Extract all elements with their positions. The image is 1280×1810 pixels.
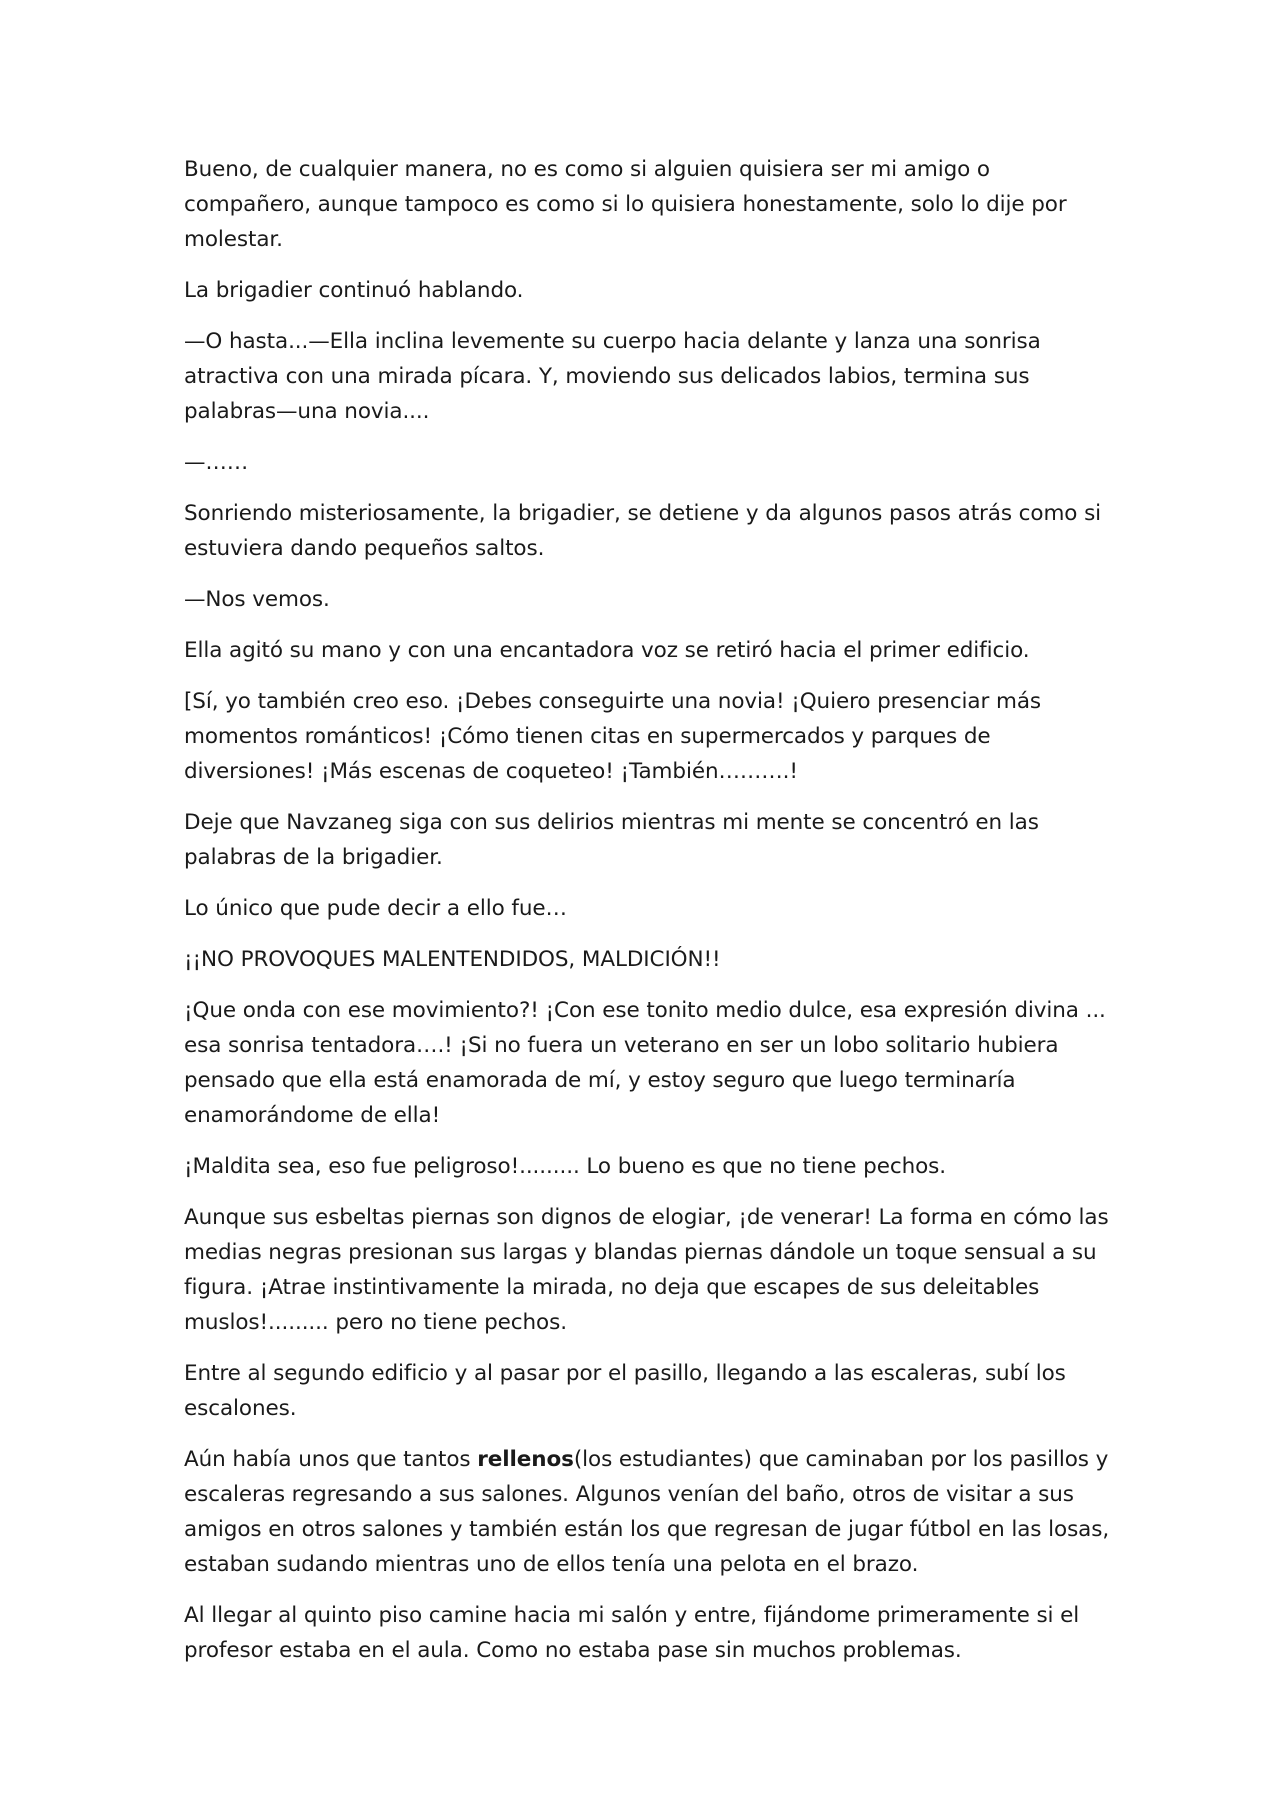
paragraph: Deje que Navzaneg siga con sus delirios mientras mi mente se concentró en las palabras de la brigadier. bbox=[184, 810, 1039, 870]
paragraph: ¡¡NO PROVOQUES MALENTENDIDOS, MALDICIÓN!! bbox=[184, 947, 721, 972]
paragraph: Sonriendo misteriosamente, la brigadier, se detiene y da algunos pasos atrás como si estuviera dando pequeños saltos. bbox=[184, 501, 1102, 561]
paragraph: ¡Que onda con ese movimiento?! ¡Con ese tonito medio dulce, esa expresión divina ... esa sonrisa tentadora….! ¡Si no fuera un veterano en ser un lobo solitario hubiera pensado que ella está enamorada de mí, y estoy seguro que luego terminaría enamorándome de ella! bbox=[184, 998, 1106, 1128]
paragraph: [Sí, yo también creo eso. ¡Debes conseguirte una novia! ¡Quiero presenciar más momentos románticos! ¡Cómo tienen citas en supermercados y parques de diversiones! ¡Más escenas de coqueteo! ¡También……….! bbox=[184, 689, 1041, 784]
paragraph: Entre al segundo edificio y al pasar por el pasillo, llegando a las escaleras, subí los escalones. bbox=[184, 1361, 1066, 1421]
paragraph: Al llegar al quinto piso camine hacia mi salón y entre, fijándome primeramente si el profesor estaba en el aula. Como no estaba pase sin muchos problemas. bbox=[184, 1603, 1080, 1663]
paragraph: ¡Maldita sea, eso fue peligroso!......... Lo bueno es que no tiene pechos. bbox=[184, 1154, 946, 1179]
paragraph: —O hasta...—Ella inclina levemente su cuerpo hacia delante y lanza una sonrisa atractiva con una mirada pícara. Y, moviendo sus delicados labios, termina sus palabras—una novia.... bbox=[184, 329, 1041, 424]
bold-term: rellenos bbox=[477, 1447, 574, 1472]
paragraph-rellenos bbox=[184, 1442, 1114, 1582]
document-body bbox=[184, 152, 1114, 1684]
paragraph: Aunque sus esbeltas piernas son dignos de elogiar, ¡de venerar! La forma en cómo las medias negras presionan sus largas y blandas piernas dándole un toque sensual a su figura. ¡Atrae instintivamente la mirada, no deja que escapes de sus deleitables muslos!......... pero no tiene pechos. bbox=[184, 1205, 1109, 1335]
paragraph: —Nos vemos. bbox=[184, 587, 330, 612]
paragraph: La brigadier continuó hablando. bbox=[184, 278, 524, 303]
paragraph: Lo único que pude decir a ello fue… bbox=[184, 896, 567, 921]
paragraph: Ella agitó su mano y con una encantadora voz se retiró hacia el primer edificio. bbox=[184, 638, 1030, 663]
paragraph: Bueno, de cualquier manera, no es como si alguien quisiera ser mi amigo o compañero, aunque tampoco es como si lo quisiera honestamente, solo lo dije por molestar. bbox=[184, 157, 1067, 252]
paragraph-text: (los estudiantes) que caminaban por los pasillos y escaleras regresando a sus salones. Algunos venían del baño, otros de visitar a sus amigos en otros salones y también están los que regresan de jugar fútbol en las losas, estaban sudando mientras uno de ellos tenía una pelota en el brazo. bbox=[184, 1447, 1110, 1577]
paragraph-text: Aún había unos que tantos bbox=[184, 1447, 478, 1472]
paragraph: —…… bbox=[184, 450, 249, 475]
